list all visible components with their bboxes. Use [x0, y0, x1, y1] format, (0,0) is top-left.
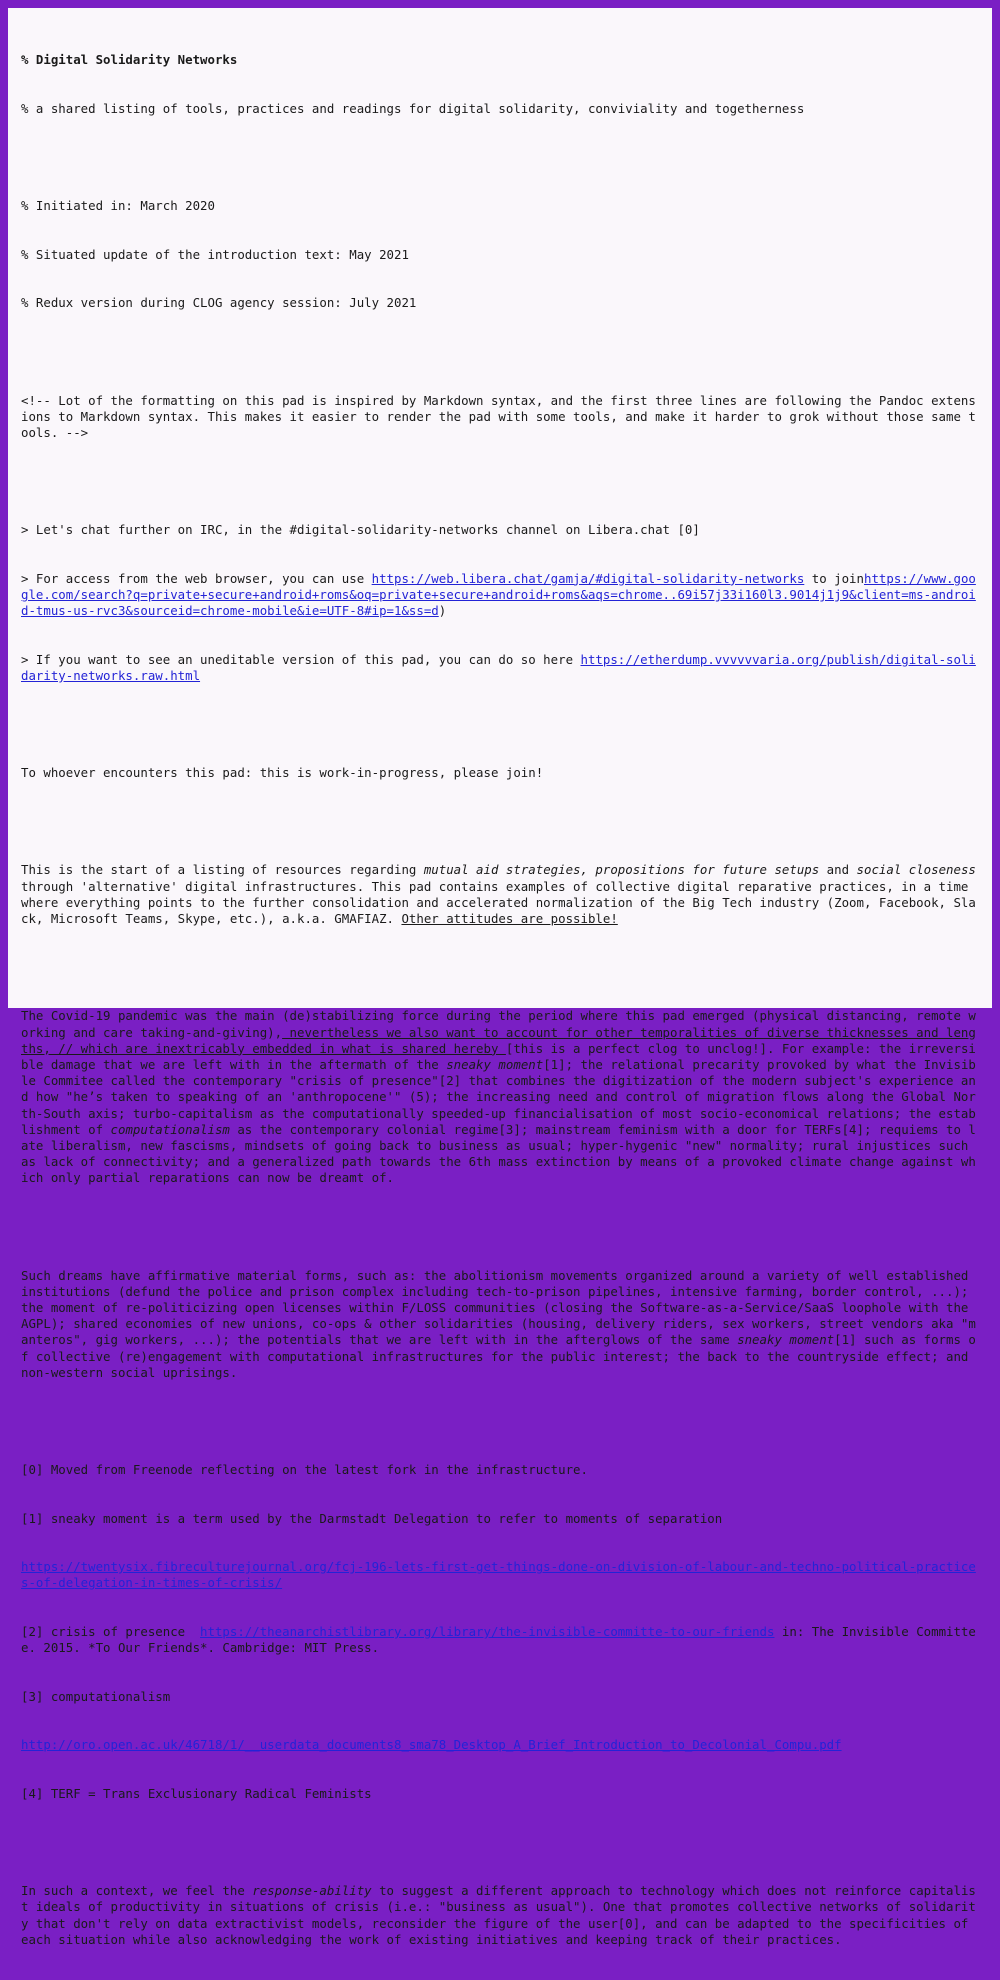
web-access-line: > For access from the web browser, you can use https://web.libera.chat/gamja/#digital-solidarity-networks to joinhttps://www.google.com/search?q=private+secure+android+roms&oq=private+secure+android+roms&aqs=chrome..69i57j33i160l3.9014j1j9&client=ms-android-tmus-us-rvc3&sourceid=chrome-mobile&ie=UTF-8#ip=1&ss=d) [21, 570, 976, 619]
pad-subtitle: % a shared listing of tools, practices and readings for digital solidarity, conviviality and togetherness [21, 101, 805, 117]
covid-paragraph: The Covid-19 pandemic was the main (de)stabilizing force during the period where this pad emerged (physical distancing, remote working and care taking-and-giving), nevertheless we also want to account for other temporalities of diverse thicknesses and lengths, // which are inextricably embedded in what is shared hereby [this is a perfect clog to unclog!]. For example: the irreversible damage that we are left with in the aftermath of the sneaky moment[1]; the relational precarity provoked by what the Invisible Commitee called the contemporary "crisis of presence"[2] that combines the digitization of the modern subject's experience and how "he’s taken to speaking of an 'anthropocene'" (5); the increasing need and control of migration flows along the Global North-South axis; turbo-capitalism as the computationally speeded-up financialisation of most socio-economical relations; the establishment of computationalism as the contemporary colonial regime[3]; mainstream feminism with a door for TERFs[4]; requiems to late liberalism, new fascisms, mindsets of going back to business as usual; hyper-hygenic "new" normality; rural injustices such as lack of connectivity; and a generalized path towards the 6th mass extinction by means of a provoked climate change against which only partial reparations can now be dreamt of. [21, 1008, 976, 1186]
pad-editor[interactable] [21, 20, 983, 1980]
situated-line: % Situated update of the introduction text: May 2021 [21, 246, 409, 262]
markdown-comment: <!-- Lot of the formatting on this pad is inspired by Markdown syntax, and the first three lines are following the Pandoc extensions to Markdown syntax. This makes it easier to render the pad with some tools, and make it harder to grok without those same tools. --> [21, 392, 976, 441]
spacer [21, 1413, 983, 1429]
irc-line: > Let's chat further on IRC, in the #digital-solidarity-networks channel on Libera.chat [0] [21, 522, 700, 538]
context-paragraph: In such a context, we feel the response-ability to suggest a different approach to technology which does not reinforce capitalist ideals of productivity in situations of crisis (i.e.: "business as usual"). One that promotes collective networks of solidarity that don't rely on data extractivist models, reconsider the figure of the user[0], and can be adapted to the specificities of each situation while also acknowledging the work of existing initiatives and keeping track of their practices. [21, 1883, 976, 1947]
spacer [21, 717, 983, 733]
spacer [21, 150, 983, 166]
google-search-link[interactable]: https://www.google.com/search?q=private+secure+android+roms&oq=private+secure+android+roms&aqs=chrome..69i57j33i160l3.9014j1j9&client=ms-android-tmus-us-rvc3&sourceid=chrome-mobile&ie=UTF-8#ip=1&ss=d [21, 570, 976, 619]
welcome-line: To whoever encounters this pad: this is work-in-progress, please join! [21, 765, 544, 781]
initiated-line: % Initiated in: March 2020 [21, 198, 215, 214]
title-text: % Digital Solidarity Networks [21, 52, 238, 68]
footnote-3: [3] computationalism [21, 1688, 171, 1704]
footnote-3-link-line [21, 1737, 983, 1753]
pad-title [21, 52, 983, 68]
intro-paragraph: This is the start of a listing of resources regarding mutual aid strategies, propositions for future setups and social closeness through 'alternative' digital infrastructures. This pad contains examples of collective digital reparative practices, in a time where everything points to the further consolidation and accelerated normalization of the Big Tech industry (Zoom, Facebook, Slack, Microsoft Teams, Skype, etc.), a.k.a. GMAFIAZ. Other attitudes are possible! [21, 862, 984, 927]
fibreculture-link[interactable]: https://twentysix.fibreculturejournal.org/fcj-196-lets-first-get-things-done-on-division-of-labour-and-techno-political-practices-of-delegation-in-times-of-crisis/ [21, 1559, 976, 1591]
spacer [21, 1835, 983, 1851]
footnote-1-link-line [21, 1559, 983, 1591]
uneditable-version-line: > If you want to see an uneditable version of this pad, you can do so here https://etherdump.vvvvvvaria.org/publish/digital-solidarity-networks.raw.html [21, 651, 976, 684]
open-ac-link[interactable]: http://oro.open.ac.uk/46718/1/__userdata_documents8_sma78_Desktop_A_Brief_Introduction_to_Decolonial_Compu.pdf [21, 1737, 842, 1753]
libera-webchat-link[interactable]: https://web.libera.chat/gamja/#digital-solidarity-networks [371, 570, 805, 586]
spacer [21, 474, 983, 490]
footnote-1: [1] sneaky moment is a term used by the Darmstadt Delegation to refer to moments of separation [21, 1510, 723, 1526]
dreams-paragraph: Such dreams have affirmative material forms, such as: the abolitionism movements organized around a variety of well established institutions (defund the police and prison complex including tech-to-prison pipelines, intensive farming, border control, ...); the moment of re-politicizing open licenses within F/LOSS communities (closing the Software-as-a-Service/SaaS loophole with the AGPL); shared economies of new unions, co-ops & other solidarities (housing, delivery riders, sex workers, street vendors aka "manteros", gig workers, ...); the potentials that we are left with in the afterglows of the same sneaky moment[1] such as forms of collective (re)engagement with computational infrastructures for the public interest; the back to the countryside effect; and non-western social uprisings. [21, 1267, 976, 1380]
spacer [21, 1219, 983, 1235]
redux-line: % Redux version during CLOG agency session: July 2021 [21, 295, 417, 311]
etherdump-link[interactable]: https://etherdump.vvvvvvaria.org/publish/digital-solidarity-networks.raw.html [21, 651, 976, 684]
spacer [21, 814, 983, 830]
spacer [21, 344, 983, 360]
anarchist-library-link[interactable]: https://theanarchistlibrary.org/library/the-invisible-committe-to-our-friends [200, 1623, 775, 1639]
footnote-4: [4] TERF = Trans Exclusionary Radical Feminists [21, 1786, 372, 1802]
footnote-2: [2] crisis of presence https://theanarchistlibrary.org/library/the-invisible-committe-to-our-friends in: The Invisible Committee. 2015. *To Our Friends*. Cambridge: MIT Press. [21, 1623, 976, 1656]
spacer [21, 960, 983, 976]
footnote-0: [0] Moved from Freenode reflecting on the latest fork in the infrastructure. [21, 1461, 588, 1477]
pad-frame [8, 8, 992, 1947]
